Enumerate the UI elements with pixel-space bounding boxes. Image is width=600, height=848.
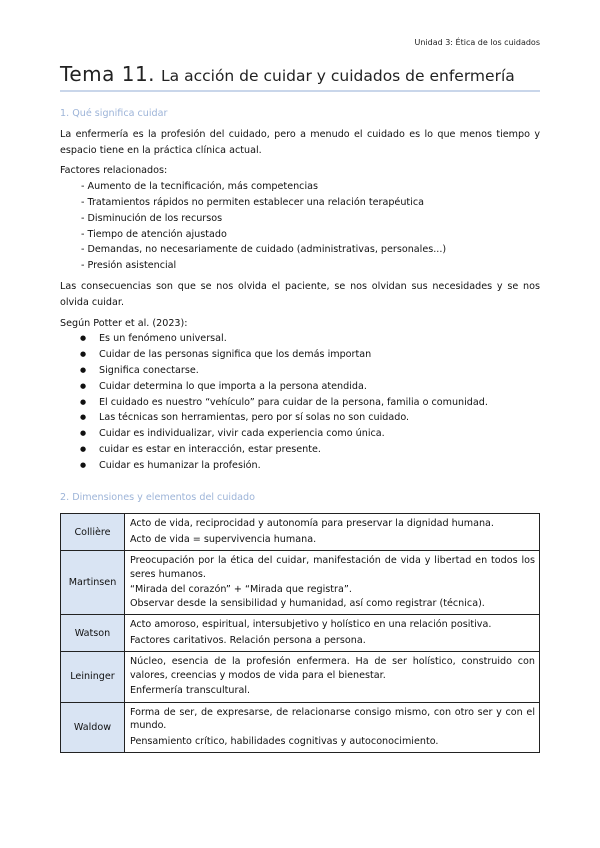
section1-intro: La enfermería es la profesión del cuidado, pero a menudo el cuidado es lo que menos tiempo y espacio tiene en la práctica clínica actual. <box>60 128 540 156</box>
list-item: ● Cuidar es individualizar, vivir cada experiencia como única. <box>80 426 540 442</box>
author-cell: Waldow <box>61 702 125 753</box>
page-title <box>60 62 540 92</box>
description-cell <box>125 702 540 753</box>
title-text: La acción de cuidar y cuidados de enfermería <box>161 67 515 85</box>
document-body <box>60 106 540 753</box>
list-item: ● cuidar es estar en interacción, estar presente. <box>80 442 540 458</box>
description-line: “Mirada del corazón” + “Mirada que registra”. Observar desde la sensibilidad y humanidad, así como registrar (técnica). <box>130 584 485 609</box>
page-header-unit: Unidad 3: Ética de los cuidados <box>414 38 540 47</box>
factors-list <box>60 179 540 274</box>
list-item: ● Cuidar determina lo que importa a la persona atendida. <box>80 379 540 395</box>
list-item: - Aumento de la tecnificación, más competencias <box>81 179 540 195</box>
description-line: Preocupación por la ética del cuidar, manifestación de vida y libertad en todos los seres humanos. <box>130 555 535 580</box>
description-line: Enfermería transcultural. <box>130 685 251 697</box>
author-cell: Leininger <box>61 652 125 703</box>
description-cell <box>125 615 540 652</box>
section1-heading: 1. Qué significa cuidar <box>60 108 168 119</box>
list-item: ● Significa conectarse. <box>80 363 540 379</box>
list-item: - Tratamientos rápidos no permiten establecer una relación terapéutica <box>81 195 540 211</box>
list-item: ● Las técnicas son herramientas, pero por sí solas no son cuidado. <box>80 410 540 426</box>
author-cell: Watson <box>61 615 125 652</box>
description-line: Núcleo, esencia de la profesión enfermera. Ha de ser holístico, construido con valores, creencias y modos de vida para el bienestar. <box>130 656 535 681</box>
list-item: ● Cuidar de las personas significa que los demás importan <box>80 347 540 363</box>
consequences-paragraph: Las consecuencias son que se nos olvida el paciente, se nos olvidan sus necesidades y se nos olvida cuidar. <box>60 280 540 308</box>
section2-heading: 2. Dimensiones y elementos del cuidado <box>60 491 256 503</box>
table-row <box>61 551 540 615</box>
table-row <box>61 652 540 703</box>
description-line: Pensamiento crítico, habilidades cognitivas y autoconocimiento. <box>130 735 439 747</box>
description-line: Acto de vida, reciprocidad y autonomía para preservar la dignidad humana. <box>130 518 494 530</box>
description-cell <box>125 514 540 551</box>
table-row <box>61 514 540 551</box>
list-item: ● El cuidado es nuestro “vehículo” para cuidar de la persona, familia o comunidad. <box>80 395 540 411</box>
author-cell: Collière <box>61 514 125 551</box>
description-cell <box>125 652 540 703</box>
description-cell <box>125 551 540 615</box>
list-item: ● Es un fenómeno universal. <box>80 331 540 347</box>
description-line: Acto de vida = supervivencia humana. <box>130 533 317 545</box>
author-cell: Martinsen <box>61 551 125 615</box>
description-line: Acto amoroso, espiritual, intersubjetivo y holístico en una relación positiva. <box>130 619 492 631</box>
potter-label: Según Potter et al. (2023): <box>60 317 188 329</box>
list-item: - Tiempo de atención ajustado <box>81 227 540 243</box>
dimensions-table <box>60 513 540 753</box>
description-line: Forma de ser, de expresarse, de relacionarse consigo mismo, con otro ser y con el mundo. <box>130 706 535 732</box>
title-number: Tema 11. <box>60 62 156 86</box>
factors-label: Factores relacionados: <box>60 165 168 177</box>
list-item: - Disminución de los recursos <box>81 211 540 227</box>
list-item: - Demandas, no necesariamente de cuidado (administrativas, personales...) <box>81 242 540 258</box>
description-line: Factores caritativos. Relación persona a persona. <box>130 634 366 646</box>
table-row <box>61 702 540 753</box>
list-item: - Presión asistencial <box>81 258 540 274</box>
table-row <box>61 615 540 652</box>
potter-list <box>60 331 540 473</box>
list-item: ● Cuidar es humanizar la profesión. <box>80 458 540 474</box>
